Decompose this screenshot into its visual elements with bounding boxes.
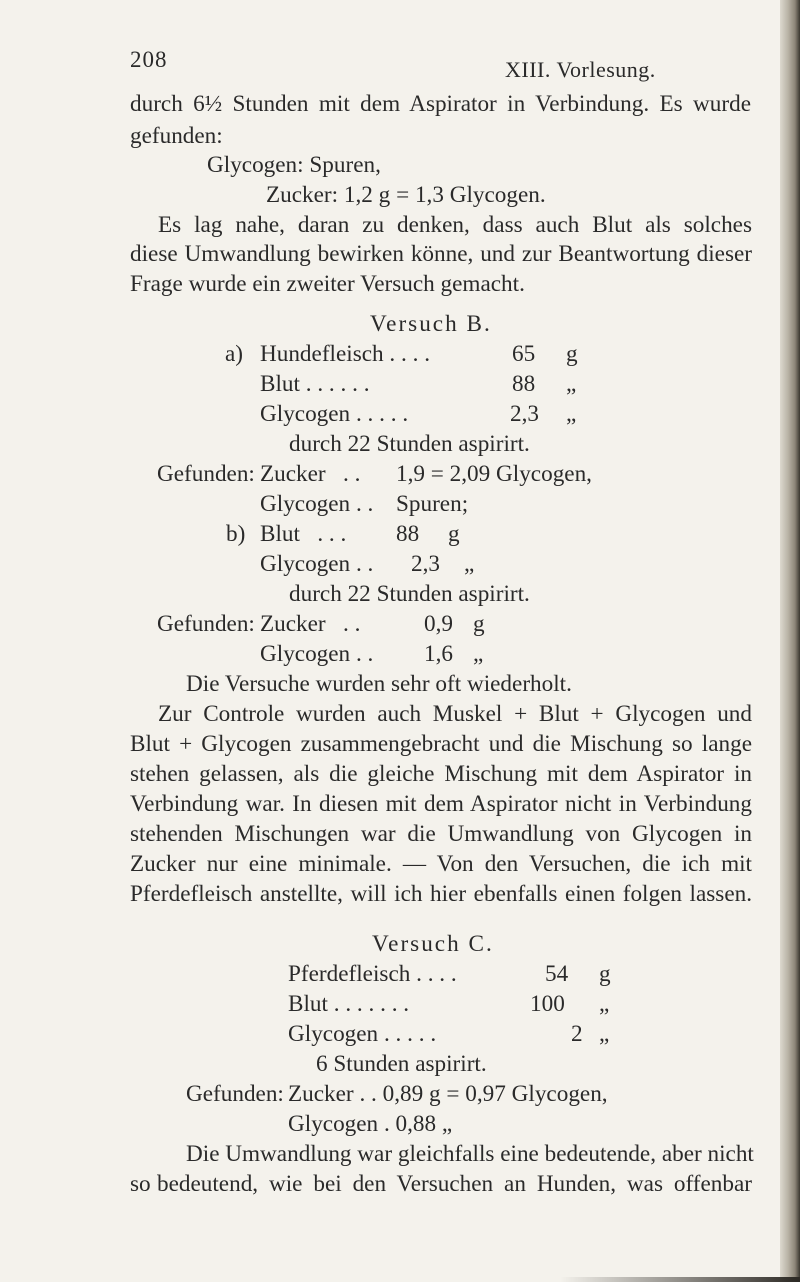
label-b: b) — [226, 521, 246, 547]
row-c-1-name: Pferdefleisch . . . . — [288, 961, 457, 987]
intro-line-1: durch 6½ Stunden mit dem Aspirator in Verbindung. Es wurde — [130, 91, 751, 117]
label-a: a) — [225, 341, 244, 367]
middle-para-1: Zur Controle wurden auch Muskel + Blut + Glycogen und — [158, 701, 752, 727]
found-a-glycogen-name: Glycogen . . — [260, 491, 374, 517]
running-head: XIII. Vorlesung. — [505, 57, 656, 82]
versuch-c-heading: Versuch C. — [372, 931, 494, 957]
row-a-1-value: 65 — [512, 341, 536, 367]
line-marker-so: so — [130, 1171, 151, 1197]
gefunden-b-label: Gefunden: — [157, 611, 255, 637]
middle-para-6: Zucker nur eine minimale. — Von den Versuchen, die ich mit — [130, 851, 752, 877]
row-c-3-unit: „ — [599, 1021, 610, 1047]
row-a-2-unit: „ — [566, 371, 577, 397]
row-a-1-name: Hundefleisch . . . . — [260, 341, 431, 367]
page-header — [130, 45, 750, 85]
row-b-1-unit: g — [448, 521, 460, 547]
found-b-glycogen-name: Glycogen . . — [260, 641, 374, 667]
middle-para-7: Pferdefleisch anstellte, will ich hier ebenfalls einen folgen lassen. — [130, 881, 752, 907]
intro-line-2: gefunden: — [130, 123, 223, 149]
duration-c: 6 Stunden aspirirt. — [316, 1051, 487, 1077]
row-c-1-unit: g — [599, 961, 611, 987]
found-a-zucker-value: 1,9 = 2,09 Glycogen, — [396, 461, 592, 487]
row-a-2-value: 88 — [512, 371, 536, 397]
row-b-2-unit: „ — [464, 551, 475, 577]
intro-glycogen: Glycogen: Spuren, — [207, 152, 381, 178]
duration-b: durch 22 Stunden aspirirt. — [289, 581, 530, 607]
intro-para-2: diese Umwandlung bewirken könne, und zur Beantwortung dieser — [130, 241, 752, 267]
found-c-zucker: Zucker . . 0,89 g = 0,97 Glycogen, — [288, 1081, 608, 1107]
versuch-b-heading: Versuch B. — [370, 311, 492, 337]
row-c-3-name: Glycogen . . . . . — [288, 1021, 437, 1047]
found-b-zucker-name: Zucker . . — [260, 611, 361, 637]
intro-para-1: Es lag nahe, daran zu denken, dass auch Blut als solches — [158, 212, 752, 238]
row-c-2-value: 100 — [530, 991, 565, 1017]
found-a-zucker-name: Zucker . . — [260, 461, 361, 487]
row-a-3-unit: „ — [566, 401, 577, 427]
row-b-2-name: Glycogen . . — [260, 551, 374, 577]
duration-a: durch 22 Stunden aspirirt. — [289, 431, 530, 457]
intro-zucker: Zucker: 1,2 g = 1,3 Glycogen. — [266, 182, 546, 208]
found-b-glycogen-unit: „ — [473, 641, 484, 667]
middle-para-4: Verbindung war. In diesen mit dem Aspirator nicht in Verbindung — [130, 791, 752, 817]
found-a-glycogen-value: Spuren; — [396, 491, 469, 517]
intro-para-3: Frage wurde ein zweiter Versuch gemacht. — [130, 271, 525, 297]
middle-para-2: Blut + Glycogen zusammengebracht und die Mischung so lange — [130, 731, 752, 757]
found-b-glycogen-value: 1,6 — [424, 641, 453, 667]
row-b-1-value: 88 — [396, 521, 420, 547]
ending-line-1: Die Umwandlung war gleichfalls eine bedeutende, aber nicht — [186, 1141, 754, 1167]
row-c-3-value: 2 — [571, 1021, 583, 1047]
row-a-3-name: Glycogen . . . . . — [260, 401, 409, 427]
row-c-1-value: 54 — [545, 961, 569, 987]
row-a-3-value: 2,3 — [510, 401, 539, 427]
found-c-glycogen: Glycogen . 0,88 „ — [288, 1111, 453, 1137]
page-number: 208 — [130, 47, 168, 72]
page-bottom-edge — [560, 1277, 800, 1282]
row-b-2-value: 2,3 — [411, 551, 440, 577]
found-b-zucker-value: 0,9 — [424, 611, 453, 637]
row-a-2-name: Blut . . . . . . — [260, 371, 370, 397]
row-b-1-name: Blut . . . — [260, 521, 347, 547]
middle-line-1: Die Versuche wurden sehr oft wiederholt. — [186, 671, 572, 697]
gefunden-c-label: Gefunden: — [186, 1081, 284, 1107]
found-b-zucker-unit: g — [473, 611, 485, 637]
row-c-2-name: Blut . . . . . . . — [288, 991, 410, 1017]
row-a-1-unit: g — [566, 341, 578, 367]
page-binding-edge — [780, 0, 800, 1282]
middle-para-3: stehen gelassen, als die gleiche Mischung mit dem Aspirator in — [130, 761, 752, 787]
row-c-2-unit: „ — [599, 991, 610, 1017]
middle-para-5: stehenden Mischungen war die Umwandlung von Glycogen in — [130, 821, 752, 847]
ending-line-2: bedeutend, wie bei den Versuchen an Hunden, was offenbar — [157, 1171, 752, 1197]
gefunden-a-label: Gefunden: — [157, 461, 255, 487]
